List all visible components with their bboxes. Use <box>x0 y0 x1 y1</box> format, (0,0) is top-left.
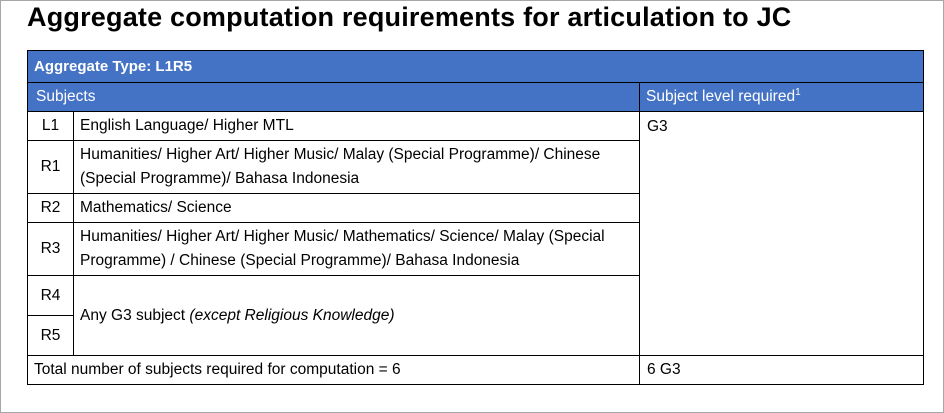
row-code: R3 <box>28 223 74 276</box>
any-subject-text: Any G3 subject <box>80 306 190 324</box>
row-code: R5 <box>28 316 74 356</box>
page-title: Aggregate computation requirements for articulation to JC <box>27 2 792 32</box>
any-subject-cell <box>74 276 640 356</box>
subjects-header: Subjects <box>28 83 640 112</box>
row-code: L1 <box>28 112 74 141</box>
row-subjects: Mathematics/ Science <box>74 194 640 223</box>
row-code: R2 <box>28 194 74 223</box>
total-label: Total number of subjects required for computation = 6 <box>28 356 640 385</box>
level-footnote-marker: 1 <box>795 86 801 98</box>
aggregate-type-row <box>28 51 924 83</box>
row-subjects: English Language/ Higher MTL <box>74 112 640 141</box>
level-required-value: G3 <box>640 112 924 356</box>
aggregate-table <box>27 50 924 385</box>
row-subjects: Humanities/ Higher Art/ Higher Music/ Malay (Special Programme)/ Chinese (Special Programme)/ Bahasa Indonesia <box>74 141 640 194</box>
level-header <box>640 83 924 112</box>
level-header-label: Subject level required <box>646 88 796 105</box>
aggregate-type-label: Aggregate Type: L1R5 <box>28 51 924 83</box>
column-header-row <box>28 83 924 112</box>
table-row <box>28 112 924 141</box>
total-row <box>28 356 924 385</box>
total-value: 6 G3 <box>640 356 924 385</box>
row-code: R4 <box>28 276 74 316</box>
row-code: R1 <box>28 141 74 194</box>
row-subjects: Humanities/ Higher Art/ Higher Music/ Mathematics/ Science/ Malay (Special Programme) / Chinese (Special Programme)/ Bahasa Indonesia <box>74 223 640 276</box>
any-subject-exception: (except Religious Knowledge) <box>189 306 395 324</box>
